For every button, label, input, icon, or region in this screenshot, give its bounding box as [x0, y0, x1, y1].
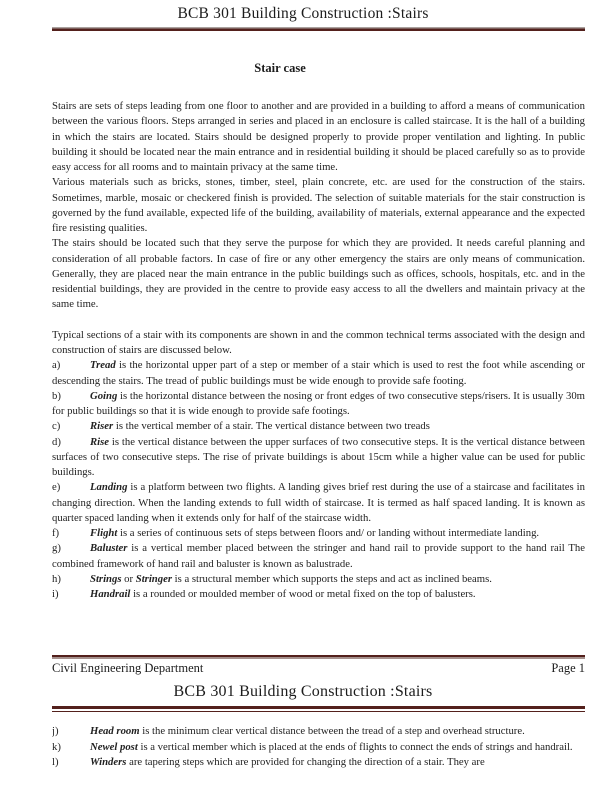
page2-header-rule	[52, 706, 585, 713]
term-name-2: Stringer	[135, 572, 172, 585]
term-name: Newel post	[90, 740, 138, 753]
term-letter: i)	[52, 588, 59, 600]
term-item-strings	[52, 572, 585, 587]
paragraph-stairs-intro: Stairs are sets of steps leading from one floor to another and are provided in a building to afford a means of communication between the various floors. Steps arranged in series and placed in an enclosure is called staircase. It is the hall of a building in which the stairs are located. Stairs should be designed properly to provide proper ventilation and lighting. In public building it should be located near the main entrance and in residential building it should be placed carefully so as to provide easy access for all rooms and to maintain privacy at the same time.	[52, 100, 585, 173]
term-item-newel-post	[52, 740, 585, 756]
page1-footer-rule	[52, 655, 585, 659]
term-definition: are tapering steps which are provided for changing the direction of a stair. They are	[126, 756, 485, 768]
term-definition: is a series of continuous sets of steps between floors and/ or landing without intermediate landing.	[117, 527, 540, 539]
term-item-tread	[52, 358, 585, 389]
page2-body	[52, 724, 585, 800]
paragraph-typical-sections: Typical sections of a stair with its components are shown in and the common technical terms associated with the design and construction of stairs are discussed below.	[52, 328, 585, 356]
term-connector: or	[121, 572, 136, 585]
term-definition: is a vertical member placed between the stringer and hand rail to provide support to the hand rail The combined framework of hand rail and baluster is known as balustrade.	[52, 542, 585, 570]
page1-footer	[52, 661, 585, 676]
term-item-handrail	[52, 587, 585, 602]
term-definition: is the minimum clear vertical distance between the tread of a step and overhead structure.	[139, 725, 525, 737]
term-definition: is the horizontal distance between the nosing or front edges of two consecutive steps/risers. It is usually 30m for public buildings so that it is wide enough to provide safe footings.	[52, 389, 585, 417]
term-letter: h)	[52, 572, 61, 585]
term-letter: a)	[52, 359, 61, 372]
footer-department: Civil Engineering Department	[52, 661, 204, 675]
term-name: Rise	[90, 435, 110, 448]
term-name: Riser	[90, 420, 114, 433]
page1-header-rule	[52, 27, 585, 31]
term-letter: k)	[52, 740, 61, 753]
term-letter: b)	[52, 389, 61, 402]
term-name: Handrail	[90, 588, 131, 600]
term-definition: is the horizontal upper part of a step or member of a stair which is used to rest the foot while ascending or descending the stairs. The tread of public buildings must be wide enough to provide safe footing.	[52, 359, 585, 387]
page2-header-title: BCB 301 Building Construction :Stairs	[173, 683, 433, 700]
term-name: Head room	[90, 725, 140, 737]
term-name: Flight	[90, 527, 118, 539]
paragraph-materials: Various materials such as bricks, stones, timber, steel, plain concrete, etc. are used for the construction of the stairs. Sometimes, marble, mosaic or checkered finish is provided. The selection of suitable materials for the stair construction is governed by the fund available, expected life of the building, availability of materials, external appearance and the expected fire resisting qualities.	[52, 176, 585, 234]
term-letter: d)	[52, 435, 61, 448]
term-letter: e)	[52, 481, 61, 494]
term-definition: is a vertical member which is placed at the ends of flights to connect the ends of strings and handrail.	[137, 740, 573, 753]
term-item-rise	[52, 435, 585, 481]
term-item-going	[52, 389, 585, 420]
page1-header-title: BCB 301 Building Construction :Stairs	[177, 5, 429, 22]
term-item-flight	[52, 526, 585, 541]
term-name: Tread	[90, 359, 116, 372]
term-letter: f)	[52, 527, 60, 539]
term-definition: is a platform between two flights. A landing gives brief rest during the use of a staircase and facilitates in changing direction. When the landing extends to full width of staircase. It is termed as half spaced landing. It is known as quarter spaced landing when it extends only for half of the staircase width.	[52, 481, 585, 524]
term-letter: c)	[52, 420, 61, 433]
term-definition: is a rounded or moulded member of wood or metal fixed on the top of balusters.	[130, 588, 476, 600]
term-item-winders	[52, 755, 585, 771]
term-name: Strings	[90, 572, 122, 585]
term-name: Baluster	[90, 542, 128, 555]
term-letter: l)	[52, 756, 59, 768]
term-item-head-room	[52, 724, 585, 740]
footer-page-number: Page 1	[551, 661, 585, 675]
paragraph-location: The stairs should be located such that they serve the purpose for which they are provided. It needs careful planning and consideration of all probable factors. In case of fire or any other emergency the stairs are only means of communication. Generally, they are placed near the main entrance in the public buildings such as offices, schools, hospitals, etc. and in the residential buildings, they are provided in the centre to provide easy access to all the dwellers and maintain privacy at the same time.	[52, 237, 585, 311]
term-definition: is a structural member which supports the steps and act as inclined beams.	[171, 572, 492, 585]
term-item-riser	[52, 419, 585, 434]
term-name: Going	[90, 389, 118, 402]
term-name: Landing	[90, 481, 128, 494]
page1-body	[52, 99, 585, 655]
term-letter: j)	[52, 725, 59, 737]
term-name: Winders	[90, 756, 127, 768]
section-heading: Stair case	[254, 61, 306, 75]
term-item-baluster	[52, 541, 585, 572]
term-item-landing	[52, 480, 585, 526]
term-definition: is the vertical member of a stair. The vertical distance between two treads	[113, 420, 430, 433]
term-definition: is the vertical distance between the upper surfaces of two consecutive steps. It is the vertical distance between surfaces of two consecutive steps. The rise of private buildings is about 15cm while a higher value can be used for public buildings.	[52, 435, 585, 478]
term-letter: g)	[52, 542, 61, 555]
